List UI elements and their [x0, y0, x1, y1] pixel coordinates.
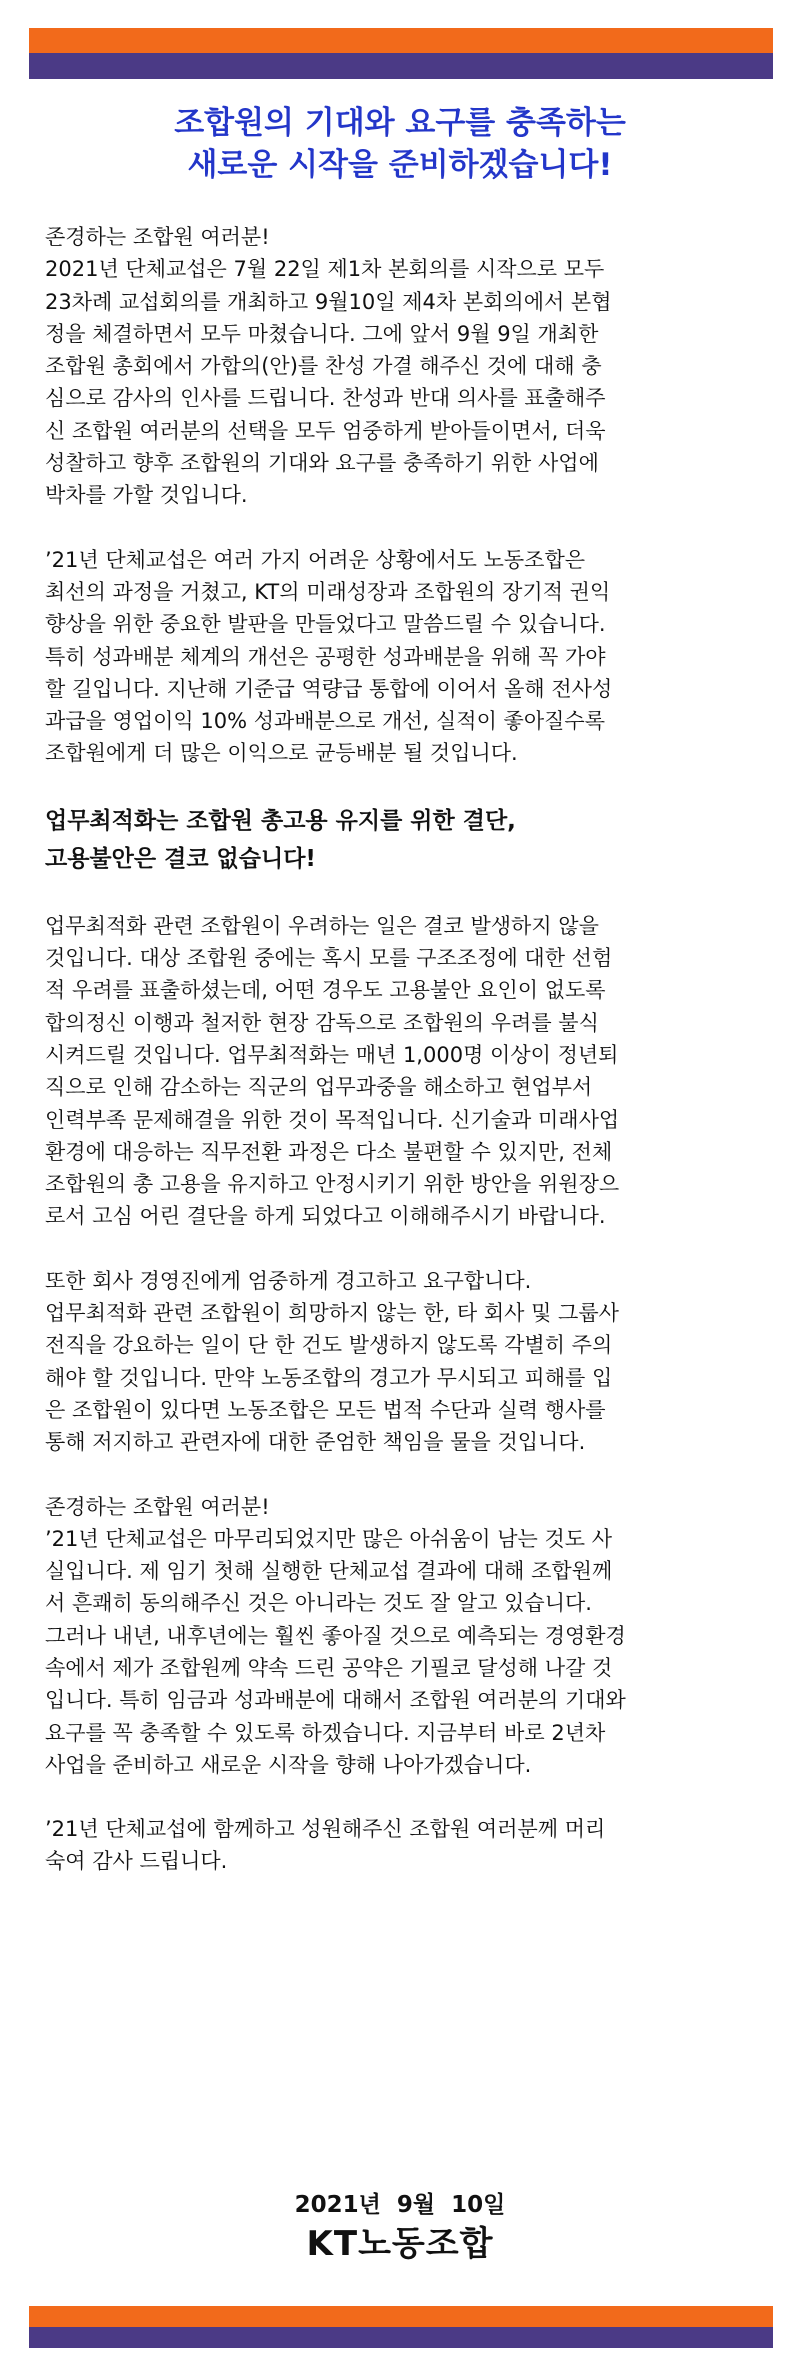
text-line: 그러나 내년, 내후년에는 훨씬 좋아질 것으로 예측되는 경영환경	[45, 1623, 626, 1648]
paragraph-closing	[45, 1491, 760, 1782]
text-line: 업무최적화는 조합원 총고용 유지를 위한 결단,	[45, 807, 516, 834]
text-line: 실입니다. 제 임기 첫해 실행한 단체교섭 결과에 대해 조합원께	[45, 1559, 613, 1584]
text-line: ’21년 단체교섭은 여러 가지 어려운 상황에서도 노동조합은	[45, 547, 586, 572]
top-orange-band	[29, 28, 773, 53]
text-line: 직으로 인해 감소하는 직군의 업무과중을 해소하고 현업부서	[45, 1075, 593, 1100]
text-line: 신 조합원 여러분의 선택을 모두 엄중하게 받아들이면서, 더욱	[45, 418, 606, 443]
text-line: 업무최적화 관련 조합원이 우려하는 일은 결코 발생하지 않을	[45, 913, 599, 938]
text-line: 것입니다. 대상 조합원 중에는 혹시 모를 구조조정에 대한 선험	[45, 946, 613, 971]
text-line: 23차례 교섭회의를 개최하고 9월10일 제4차 본회의에서 본협	[45, 289, 612, 314]
text-line: 존경하는 조합원 여러분!	[45, 1494, 270, 1519]
text-line: 입니다. 특히 임금과 성과배분에 대해서 조합원 여러분의 기대와	[45, 1688, 626, 1713]
title-line-1: 조합원의 기대와 요구를 충족하는	[174, 105, 626, 141]
text-line: 또한 회사 경영진에게 엄중하게 경고하고 요구합니다.	[45, 1268, 532, 1293]
paragraph-optimization	[45, 910, 760, 1233]
signature-date: 2021년 9월 10일	[294, 2192, 506, 2218]
text-line: 사업을 준비하고 새로운 시작을 향해 나아가겠습니다.	[45, 1752, 532, 1777]
title-line-2: 새로운 시작을 준비하겠습니다!	[187, 147, 613, 183]
text-line: 특히 성과배분 체계의 개선은 공평한 성과배분을 위해 꼭 가야	[45, 644, 606, 669]
text-line: 적 우려를 표출하셨는데, 어떤 경우도 고용불안 요인이 없도록	[45, 978, 606, 1003]
section-heading	[45, 802, 760, 878]
text-line: 전직을 강요하는 일이 단 한 건도 발생하지 않도록 각별히 주의	[45, 1333, 613, 1358]
text-line: 심으로 감사의 인사를 드립니다. 찬성과 반대 의사를 표출해주	[45, 386, 606, 411]
text-line: 은 조합원이 있다면 노동조합은 모든 법적 수단과 실력 행사를	[45, 1397, 606, 1422]
text-line: 향상을 위한 중요한 발판을 만들었다고 말씀드릴 수 있습니다.	[45, 612, 606, 637]
top-purple-band	[29, 53, 773, 79]
paragraph-bargaining	[45, 544, 760, 770]
text-line: 해야 할 것입니다. 만약 노동조합의 경고가 무시되고 피해를 입	[45, 1365, 613, 1390]
paragraph-warning	[45, 1265, 760, 1459]
text-line: ’21년 단체교섭에 함께하고 성원해주신 조합원 여러분께 머리	[45, 1817, 606, 1842]
text-line: 업무최적화 관련 조합원이 희망하지 않는 한, 타 회사 및 그룹사	[45, 1301, 619, 1326]
text-line: 성찰하고 향후 조합원의 기대와 요구를 충족하기 위한 사업에	[45, 451, 599, 476]
text-line: 요구를 꼭 충족할 수 있도록 하겠습니다. 지금부터 바로 2년차	[45, 1720, 606, 1745]
letter-body	[45, 221, 760, 1910]
text-line: 고용불안은 결코 없습니다!	[45, 845, 316, 872]
text-line: ’21년 단체교섭은 마무리되었지만 많은 아쉬움이 남는 것도 사	[45, 1526, 612, 1551]
bottom-orange-band	[29, 2306, 773, 2327]
bottom-purple-band	[29, 2327, 773, 2348]
text-line: 인력부족 문제해결을 위한 것이 목적입니다. 신기술과 미래사업	[45, 1107, 620, 1132]
text-line: 환경에 대응하는 직무전환 과정은 다소 불편할 수 있지만, 전체	[45, 1139, 613, 1164]
text-line: 할 길입니다. 지난해 기준급 역량급 통합에 이어서 올해 전사성	[45, 676, 613, 701]
text-line: 조합원 총회에서 가합의(안)를 찬성 가결 해주신 것에 대해 충	[45, 354, 602, 379]
text-line: 로서 고심 어린 결단을 하게 되었다고 이해해주시기 바랍니다.	[45, 1204, 606, 1229]
signature-org: KT노동조합	[306, 2224, 494, 2264]
text-line: 조합원에게 더 많은 이익으로 균등배분 될 것입니다.	[45, 741, 518, 766]
text-line: 통해 저지하고 관련자에 대한 준엄한 책임을 물을 것입니다.	[45, 1430, 586, 1455]
paragraph-greeting	[45, 221, 760, 512]
text-line: 박차를 가할 것입니다.	[45, 483, 248, 508]
page-title	[40, 102, 760, 186]
text-line: 서 흔쾌히 동의해주신 것은 아니라는 것도 잘 알고 있습니다.	[45, 1591, 592, 1616]
text-line: 존경하는 조합원 여러분!	[45, 225, 270, 249]
text-line: 정을 체결하면서 모두 마쳤습니다. 그에 앞서 9월 9일 개최한	[45, 321, 599, 346]
text-line: 속에서 제가 조합원께 약속 드린 공약은 기필코 달성해 나갈 것	[45, 1655, 613, 1680]
text-line: 조합원의 총 고용을 유지하고 안정시키기 위한 방안을 위원장으	[45, 1172, 620, 1197]
text-line: 과급을 영업이익 10% 성과배분으로 개선, 실적이 좋아질수록	[45, 709, 605, 734]
text-line: 시켜드릴 것입니다. 업무최적화는 매년 1,000명 이상이 정년퇴	[45, 1042, 619, 1067]
text-line: 최선의 과정을 거쳤고, KT의 미래성장과 조합원의 장기적 권익	[45, 579, 611, 604]
text-line: 2021년 단체교섭은 7월 22일 제1차 본회의를 시작으로 모두	[45, 257, 605, 282]
text-line: 합의정신 이행과 철저한 현장 감독으로 조합원의 우려를 불식	[45, 1010, 599, 1035]
text-line: 숙여 감사 드립니다.	[45, 1849, 228, 1874]
paragraph-thanks	[45, 1813, 760, 1878]
